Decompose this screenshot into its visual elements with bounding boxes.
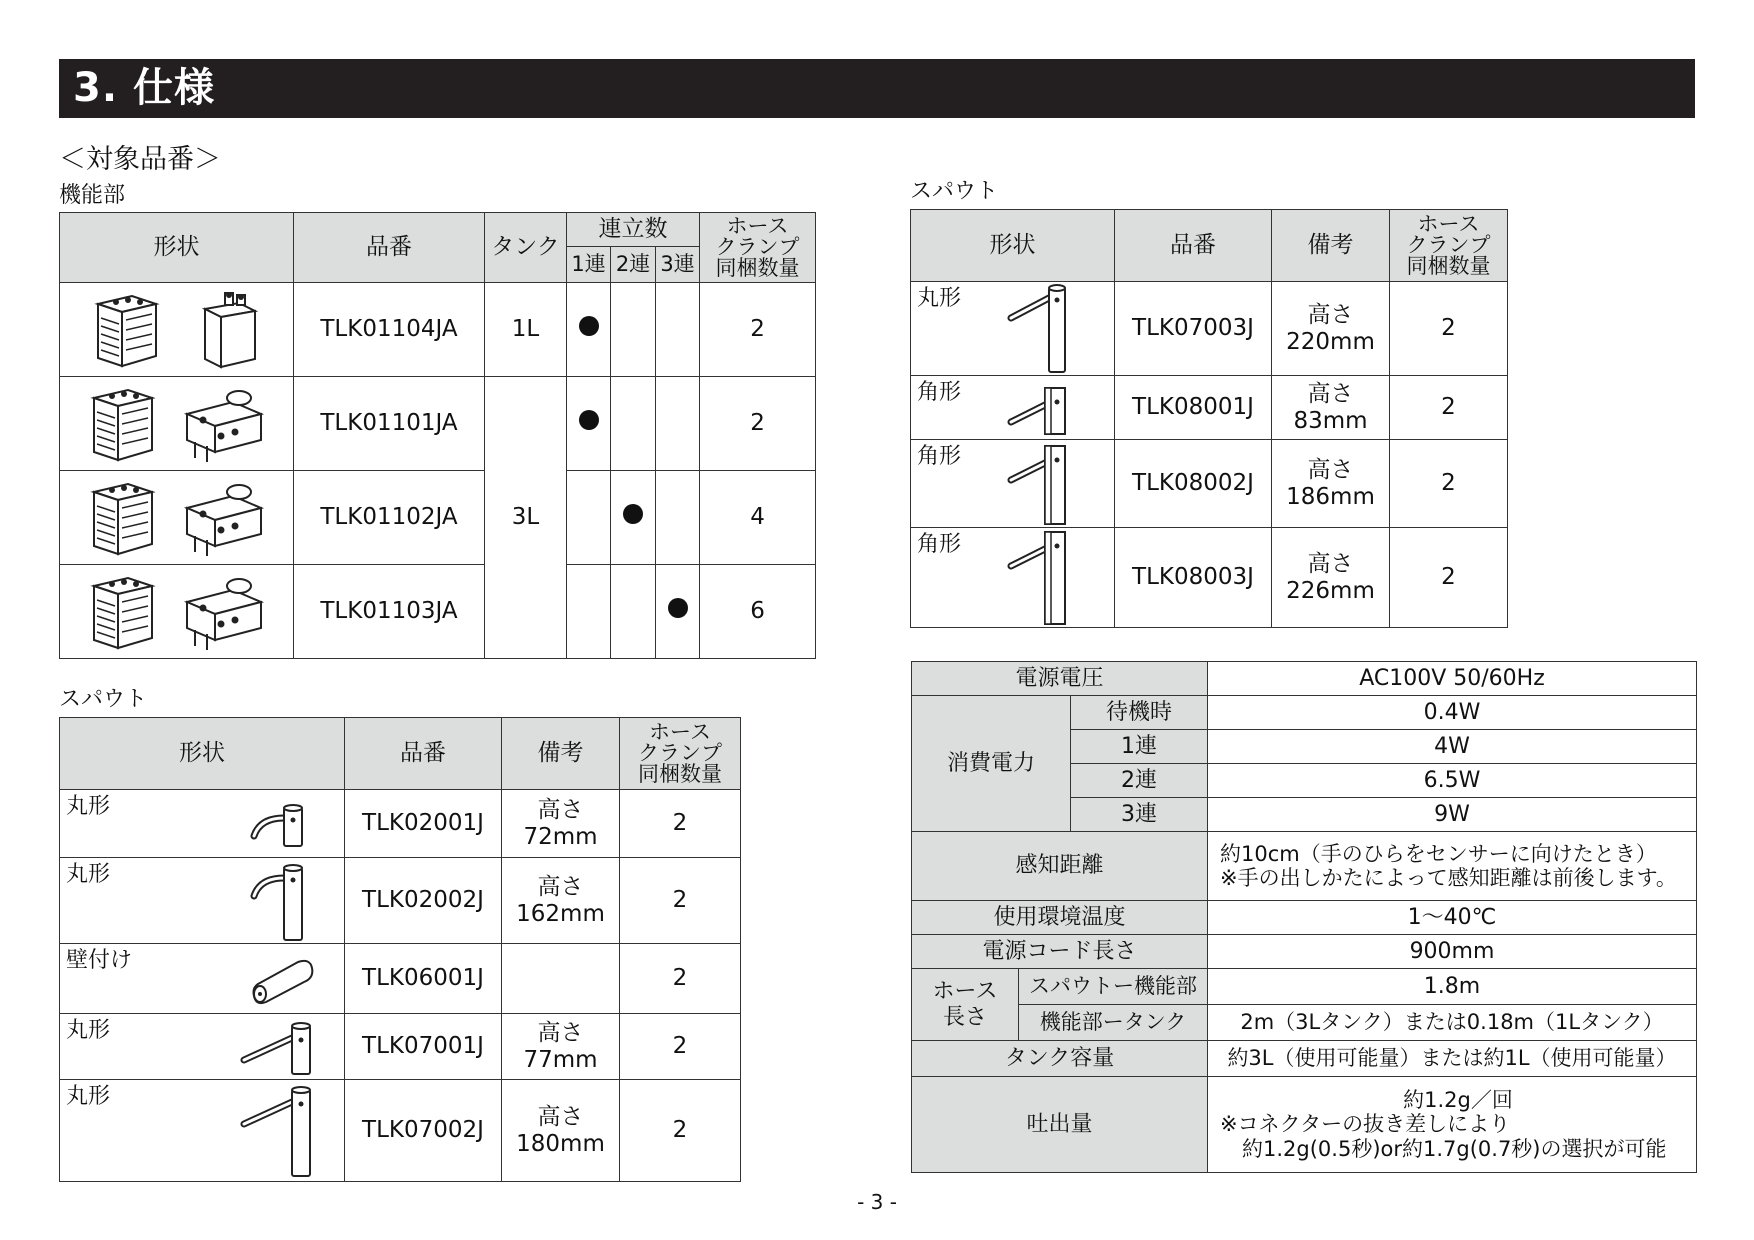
- table-row: [60, 944, 741, 1014]
- header-ren1: 1連: [567, 247, 611, 283]
- shape-name: 丸形: [66, 1018, 111, 1043]
- round-spout-icon: [240, 1084, 320, 1178]
- spec-row: [912, 832, 1697, 901]
- note: 高さ 180mm: [502, 1080, 620, 1182]
- shape-cell: [60, 944, 345, 1014]
- header-ren: 連立数: [567, 213, 700, 247]
- table-row: [911, 376, 1508, 440]
- temp-label: 使用環境温度: [912, 901, 1208, 935]
- hose-count: 2: [1390, 528, 1508, 628]
- table-row: [60, 283, 816, 377]
- hose-count: 6: [700, 565, 816, 659]
- tank-capacity-label: タンク容量: [912, 1041, 1208, 1077]
- spout-label-right: スパウト: [910, 179, 999, 204]
- shape-name: 壁付け: [66, 948, 133, 973]
- tank-3l-icon: [181, 572, 265, 652]
- ren3-cell: [656, 377, 700, 471]
- function-unit-icon: [88, 384, 158, 464]
- shape-cell: [60, 1014, 345, 1080]
- header-shape: 形状: [60, 213, 294, 283]
- discharge-value: [1208, 1077, 1697, 1173]
- product-number: TLK07001J: [345, 1014, 502, 1080]
- sensing-value-note: ※手の出しかたによって感知距離は前後します。: [1220, 866, 1677, 890]
- product-number: TLK01101JA: [294, 377, 485, 471]
- shape-cell: [60, 471, 294, 565]
- header-shape: 形状: [60, 718, 345, 790]
- product-number: TLK01103JA: [294, 565, 485, 659]
- wall-spout-icon: [248, 954, 318, 1006]
- ren-mark: [579, 410, 599, 430]
- table-row: [911, 282, 1508, 376]
- product-number: TLK02001J: [345, 790, 502, 858]
- note: 高さ 77mm: [502, 1014, 620, 1080]
- function-unit-icon: [88, 478, 158, 558]
- shape-cell: [60, 858, 345, 944]
- hose-count: 2: [1390, 282, 1508, 376]
- shape-cell: [60, 565, 294, 659]
- spec-row: [912, 1077, 1697, 1173]
- square-spout-icon: [1007, 444, 1077, 526]
- ren-mark: [623, 504, 643, 524]
- ren3-cell: [656, 565, 700, 659]
- header-number: 品番: [345, 718, 502, 790]
- table-row: [60, 565, 816, 659]
- tank-1l-icon: [195, 289, 261, 371]
- spec-row: [912, 901, 1697, 935]
- note: 高さ 226mm: [1272, 528, 1390, 628]
- ren2-cell: [611, 471, 656, 565]
- hose-count: 2: [620, 858, 741, 944]
- spec-row: [912, 662, 1697, 696]
- square-spout-icon: [1007, 384, 1077, 436]
- shape-name: 角形: [917, 380, 962, 405]
- ren1-cell: [567, 283, 611, 377]
- ren3-cell: [656, 471, 700, 565]
- product-number: TLK06001J: [345, 944, 502, 1014]
- spec-row: [912, 935, 1697, 969]
- shape-name: 丸形: [66, 862, 111, 887]
- hose-count: 2: [1390, 440, 1508, 528]
- func-table: [59, 212, 816, 659]
- tank-capacity-value: 約3L（使用可能量）または約1L（使用可能量）: [1208, 1041, 1697, 1077]
- table-row: [60, 471, 816, 565]
- note: 高さ 186mm: [1272, 440, 1390, 528]
- hose-count: 4: [700, 471, 816, 565]
- voltage-label: 電源電圧: [912, 662, 1208, 696]
- header-hose: ホース クランプ 同梱数量: [620, 718, 741, 790]
- sensing-value: [1208, 832, 1697, 901]
- square-spout-icon: [1007, 530, 1077, 626]
- ren2-cell: [611, 377, 656, 471]
- round-spout-icon: [250, 862, 310, 942]
- table-row: [60, 858, 741, 944]
- discharge-option: 約1.2g(0.5秒)or約1.7g(0.7秒)の選択が可能: [1242, 1136, 1667, 1161]
- ren-mark: [579, 316, 599, 336]
- shape-cell: [911, 376, 1115, 440]
- table-row: [911, 440, 1508, 528]
- function-unit-icon: [92, 290, 162, 370]
- sensing-label: 感知距離: [912, 832, 1208, 901]
- spec-row: [912, 1041, 1697, 1077]
- hose-count: 2: [620, 1080, 741, 1182]
- shape-name: 丸形: [66, 794, 111, 819]
- power-standby-label: 待機時: [1071, 696, 1208, 730]
- spec-row: [912, 969, 1697, 1005]
- hose-length-label: ホース 長さ: [912, 969, 1019, 1041]
- cord-value: 900mm: [1208, 935, 1697, 969]
- section-heading: ＜対象品番＞: [59, 144, 221, 175]
- power-1ren-value: 4W: [1208, 730, 1697, 764]
- power-standby-value: 0.4W: [1208, 696, 1697, 730]
- sensing-value-line: 約10cm（手のひらをセンサーに向けたとき）: [1220, 841, 1657, 866]
- product-number: TLK08001J: [1115, 376, 1272, 440]
- spec-table: [911, 661, 1697, 1173]
- hose-count: 2: [1390, 376, 1508, 440]
- table-row: [911, 528, 1508, 628]
- hose-spout-value: 1.8m: [1208, 969, 1697, 1005]
- power-1ren-label: 1連: [1071, 730, 1208, 764]
- shape-cell: [60, 790, 345, 858]
- ren3-cell: [656, 283, 700, 377]
- shape-cell: [60, 1080, 345, 1182]
- header-ren2: 2連: [611, 247, 656, 283]
- product-number: TLK01102JA: [294, 471, 485, 565]
- func-label: 機能部: [59, 183, 126, 208]
- note: 高さ 220mm: [1272, 282, 1390, 376]
- tank-size: 1L: [485, 283, 567, 377]
- spout-table-left: [59, 717, 741, 1182]
- cord-label: 電源コード長さ: [912, 935, 1208, 969]
- discharge-note: ※コネクターの抜き差しにより: [1220, 1112, 1511, 1137]
- power-3ren-label: 3連: [1071, 798, 1208, 832]
- ren1-cell: [567, 565, 611, 659]
- table-row: [60, 1014, 741, 1080]
- tank-size: 3L: [485, 377, 567, 659]
- page-number: - 3 -: [857, 1190, 897, 1214]
- hose-count: 2: [620, 944, 741, 1014]
- power-label: 消費電力: [912, 696, 1071, 832]
- hose-count: 2: [620, 790, 741, 858]
- hose-count: 2: [700, 377, 816, 471]
- hose-count: 2: [700, 283, 816, 377]
- note: 高さ 83mm: [1272, 376, 1390, 440]
- note: 高さ 162mm: [502, 858, 620, 944]
- shape-name: 角形: [917, 444, 962, 469]
- power-2ren-label: 2連: [1071, 764, 1208, 798]
- product-number: TLK08002J: [1115, 440, 1272, 528]
- header-note: 備考: [1272, 210, 1390, 282]
- note: 高さ 72mm: [502, 790, 620, 858]
- shape-cell: [911, 528, 1115, 628]
- product-number: TLK07003J: [1115, 282, 1272, 376]
- ren2-cell: [611, 283, 656, 377]
- table-row: [60, 377, 816, 471]
- hose-count: 2: [620, 1014, 741, 1080]
- tank-3l-icon: [181, 384, 265, 464]
- header-hose: ホース クランプ 同梱数量: [1390, 210, 1508, 282]
- header-shape: 形状: [911, 210, 1115, 282]
- shape-cell: [911, 440, 1115, 528]
- hose-tank-label: 機能部ータンク: [1019, 1005, 1208, 1041]
- page-title: 3. 仕様: [59, 59, 1695, 118]
- note: [502, 944, 620, 1014]
- ren1-cell: [567, 471, 611, 565]
- product-number: TLK08003J: [1115, 528, 1272, 628]
- shape-cell: [60, 283, 294, 377]
- spec-row: [912, 696, 1697, 730]
- hose-tank-value: 2m（3Lタンク）または0.18m（1Lタンク）: [1208, 1005, 1697, 1041]
- header-hose: ホース クランプ 同梱数量: [700, 213, 816, 283]
- header-ren3: 3連: [656, 247, 700, 283]
- shape-cell: [60, 377, 294, 471]
- shape-name: 角形: [917, 532, 962, 557]
- product-number: TLK07002J: [345, 1080, 502, 1182]
- discharge-label: 吐出量: [912, 1077, 1208, 1173]
- voltage-value: AC100V 50/60Hz: [1208, 662, 1697, 696]
- header-tank: タンク: [485, 213, 567, 283]
- table-row: [60, 790, 741, 858]
- ren2-cell: [611, 565, 656, 659]
- round-spout-icon: [1007, 284, 1077, 374]
- function-unit-icon: [88, 572, 158, 652]
- shape-cell: [911, 282, 1115, 376]
- discharge-amount: 約1.2g／回: [1403, 1088, 1513, 1113]
- spout-table-right: [910, 209, 1508, 628]
- tank-3l-icon: [181, 478, 265, 558]
- round-spout-icon: [240, 1020, 320, 1076]
- header-number: 品番: [1115, 210, 1272, 282]
- product-number: TLK01104JA: [294, 283, 485, 377]
- temp-value: 1～40℃: [1208, 901, 1697, 935]
- hose-spout-label: スパウトー機能部: [1019, 969, 1208, 1005]
- ren1-cell: [567, 377, 611, 471]
- power-2ren-value: 6.5W: [1208, 764, 1697, 798]
- round-spout-icon: [250, 802, 310, 848]
- ren-mark: [668, 598, 688, 618]
- shape-name: 丸形: [917, 286, 962, 311]
- shape-name: 丸形: [66, 1084, 111, 1109]
- product-number: TLK02002J: [345, 858, 502, 944]
- table-row: [60, 1080, 741, 1182]
- power-3ren-value: 9W: [1208, 798, 1697, 832]
- header-note: 備考: [502, 718, 620, 790]
- header-number: 品番: [294, 213, 485, 283]
- spec-row: [912, 1005, 1697, 1041]
- spout-label-left: スパウト: [59, 687, 148, 712]
